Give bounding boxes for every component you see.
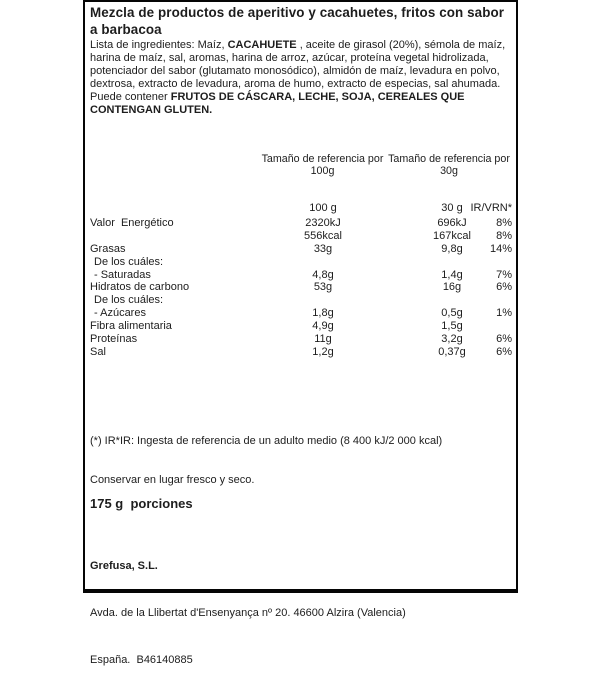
- value-per-100g: 2320kJ: [305, 217, 341, 229]
- product-title: Mezcla de productos de aperitivo y cacahuetes, fritos con sabor a barbacoa: [90, 5, 505, 37]
- value-per-30g: 0,5g: [441, 307, 463, 320]
- nutrient-label: Proteínas: [90, 333, 138, 346]
- ingredients-segment: , aceite de girasol (20%), sémola de maíz, harina de maíz, sal, aromas, harina de arroz, azúcar, proteína vegetal hidrolizada, potenciador del sabor (glutamato monosódico), almidón de maíz, levadura en polvo, dextrosa, extracto de levadura, aroma de humo, extracto de especias, sal ahumada. Puede contener: [90, 39, 506, 103]
- nutrition-unit-row: [85, 202, 514, 215]
- nutrient-label: Grasas: [90, 242, 126, 255]
- reference-note: (*) IR*IR: Ingesta de referencia de un adulto medio (8 400 kJ/2 000 kcal): [90, 435, 443, 447]
- nutrient-label: Fibra alimentaria: [90, 320, 172, 333]
- unit-per-30g: 30 g: [441, 202, 463, 214]
- ingredients-text: [90, 39, 507, 117]
- nutrition-row: [85, 333, 514, 346]
- column-header-per-30g: [385, 153, 513, 177]
- value-per-30g: 1,5g: [441, 320, 463, 333]
- ingredients-bold-segment: FRUTOS DE CÁSCARA, LECHE, SOJA, CEREALES QUE CONTENGAN GLUTEN.: [90, 91, 465, 116]
- portion-info: 175 g porciones: [90, 496, 193, 511]
- value-per-100g: 4,8g: [312, 268, 334, 281]
- company-address: Avda. de la Llibertat d'Ensenyança nº 20. 46600 Alzira (Valencia): [90, 606, 406, 619]
- nutrition-row: [85, 346, 514, 359]
- ingredients-segment: Lista de ingredientes: Maíz,: [90, 39, 228, 51]
- ingredients-bold-segment: CACAHUETE: [227, 39, 297, 51]
- value-per-100g: 53g: [313, 281, 333, 294]
- value-pct-ir: 6%: [496, 345, 512, 358]
- column-header-per-100g: [260, 153, 385, 177]
- value-per-100g: 1,8g: [312, 307, 334, 320]
- value-per-30g: 1,4g: [441, 268, 463, 281]
- nutrition-row: [85, 256, 514, 269]
- nutrient-label: De los cuáles:: [94, 255, 164, 268]
- nutrient-label: - Azúcares: [94, 307, 146, 320]
- company-name: Grefusa, S.L.: [90, 560, 158, 573]
- nutrient-label: - Saturadas: [94, 268, 151, 281]
- value-pct-ir: 1%: [496, 307, 512, 320]
- value-per-30g: 696kJ: [437, 217, 467, 229]
- nutrition-row: [85, 217, 514, 230]
- nutrient-label: Hidratos de carbono: [90, 281, 190, 294]
- value-per-30g: 16g: [442, 281, 462, 294]
- value-per-100g: 1,2g: [312, 345, 334, 358]
- value-pct-ir: 6%: [496, 333, 512, 346]
- column-header-title: Tamaño de referencia por: [388, 153, 510, 165]
- value-pct-ir: 14%: [489, 242, 512, 255]
- value-per-30g: 9,8g: [441, 242, 463, 255]
- nutrient-label: Sal: [90, 345, 106, 358]
- column-header-subtitle: 30g: [440, 165, 458, 177]
- nutrient-label: Valor Energético: [90, 217, 174, 229]
- nutrition-row: [85, 281, 514, 294]
- nutrition-row: [85, 294, 514, 307]
- nutrition-table: [85, 217, 514, 359]
- value-pct-ir: 8%: [496, 217, 512, 229]
- unit-per-100g: 100 g: [309, 202, 337, 214]
- value-per-30g: 167kcal: [433, 229, 471, 242]
- value-per-100g: 4,9g: [312, 320, 334, 333]
- value-pct-ir: 7%: [496, 268, 512, 281]
- nutrient-label: De los cuáles:: [94, 294, 164, 307]
- company-info: [90, 528, 510, 700]
- storage-note: Conservar en lugar fresco y seco.: [90, 474, 255, 486]
- value-pct-ir: 6%: [496, 281, 512, 294]
- value-per-100g: 11g: [314, 333, 332, 346]
- column-header-subtitle: 100g: [310, 165, 335, 177]
- value-per-100g: 556kcal: [304, 229, 342, 242]
- value-pct-ir: 8%: [496, 229, 512, 242]
- nutrition-row: [85, 243, 514, 256]
- company-registration: España. B46140885: [90, 653, 193, 666]
- value-per-100g: 33g: [313, 242, 333, 255]
- value-per-30g: 3,2g: [441, 333, 463, 346]
- value-per-30g: 0,37g: [438, 345, 466, 358]
- nutrition-row: [85, 320, 514, 333]
- nutrition-row: [85, 230, 514, 243]
- product-label: [83, 0, 518, 666]
- nutrition-row: [85, 269, 514, 282]
- nutrition-row: [85, 307, 514, 320]
- column-header-title: Tamaño de referencia por: [261, 153, 384, 165]
- unit-ir-vrn: IR/VRN*: [470, 202, 512, 214]
